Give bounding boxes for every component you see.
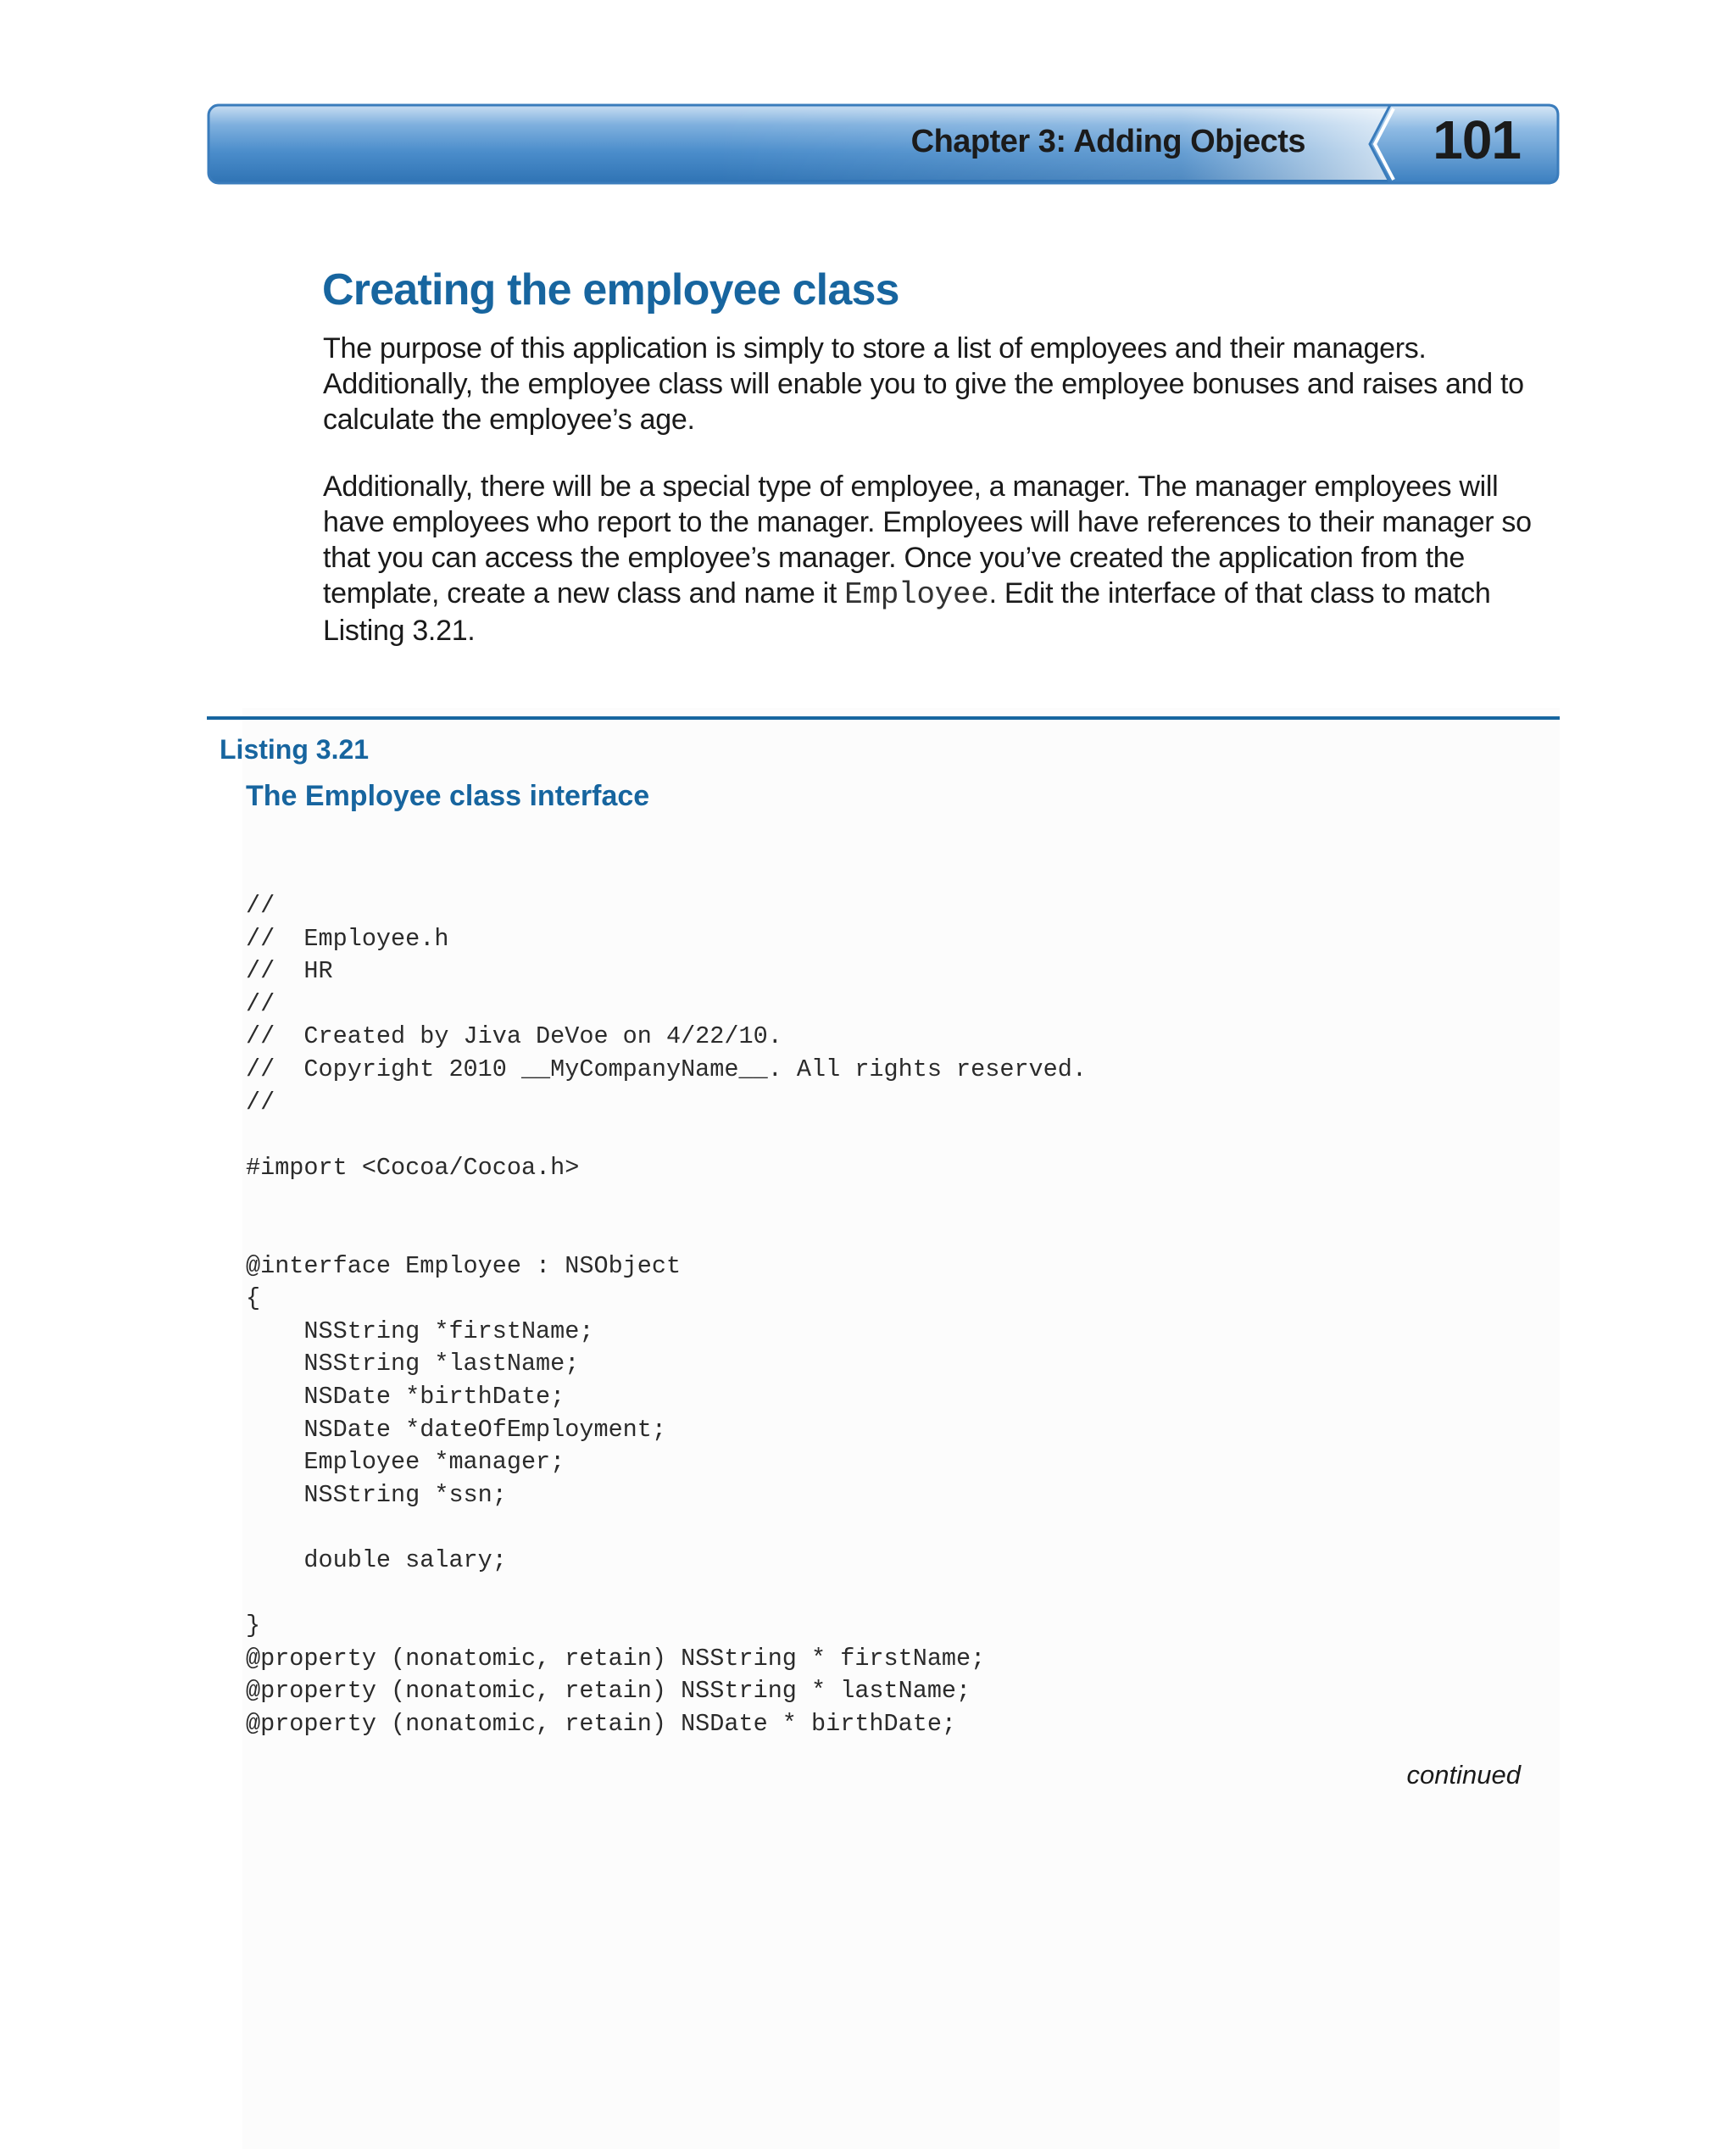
code-line: NSDate *dateOfEmployment; bbox=[246, 1415, 666, 1444]
code-line: @property (nonatomic, retain) NSString * lastName; bbox=[246, 1677, 971, 1706]
body-paragraph: The purpose of this application is simply to store a list of employees and their managers. Additionally, the employee class will enable you to give the employee bonuses and raises and to calculate the employee’s age. bbox=[323, 332, 1524, 436]
code-line: { bbox=[246, 1284, 261, 1313]
code-line: NSDate *birthDate; bbox=[246, 1382, 565, 1411]
code-line: // HR bbox=[246, 957, 333, 986]
code-line: // Employee.h bbox=[246, 924, 449, 953]
code-listing bbox=[246, 890, 1087, 1740]
listing-divider bbox=[207, 716, 1560, 720]
code-line: NSString *lastName; bbox=[246, 1350, 580, 1378]
code-line bbox=[246, 1512, 1087, 1545]
code-line: // Copyright 2010 __MyCompanyName__. All rights reserved. bbox=[246, 1055, 1087, 1083]
listing-caption: The Employee class interface bbox=[246, 780, 650, 812]
listing-label: Listing 3.21 bbox=[220, 734, 370, 765]
code-line: @property (nonatomic, retain) NSString * firstName; bbox=[246, 1644, 986, 1673]
code-line: @property (nonatomic, retain) NSDate * birthDate; bbox=[246, 1709, 957, 1738]
chapter-title: Chapter 3: Adding Objects bbox=[910, 124, 1305, 159]
code-line: @interface Employee : NSObject bbox=[246, 1251, 682, 1280]
code-line: NSString *ssn; bbox=[246, 1480, 507, 1509]
body-paragraph bbox=[323, 469, 1552, 649]
code-line: // bbox=[246, 1088, 275, 1116]
code-line bbox=[246, 1119, 1087, 1152]
code-line: // bbox=[246, 989, 275, 1018]
continued-note: continued bbox=[1406, 1760, 1521, 1790]
code-line: } bbox=[246, 1612, 261, 1640]
section-title: Creating the employee class bbox=[322, 265, 899, 315]
chapter-header-banner bbox=[207, 103, 1560, 185]
code-line: Employee *manager; bbox=[246, 1448, 565, 1477]
paragraph-text: . Edit the interface of that class to match Listing 3.21. bbox=[323, 577, 1491, 647]
code-line: // bbox=[246, 892, 275, 920]
code-line: // Created by Jiva DeVoe on 4/22/10. bbox=[246, 1022, 782, 1051]
paragraph-text: Additionally, there will be a special type of employee, a manager. The manager employees will have employees who report to the manager. Employees will have references to their manager so that you can access the employee’s manager. Once you’ve created the application from the template, create a new class and name it bbox=[323, 470, 1532, 610]
code-line bbox=[246, 1217, 1087, 1250]
code-line bbox=[246, 1184, 1087, 1217]
code-line: NSString *firstName; bbox=[246, 1317, 594, 1345]
code-line: double salary; bbox=[246, 1545, 507, 1574]
page-number: 101 bbox=[1433, 109, 1521, 170]
banner-graphic bbox=[207, 103, 1560, 185]
code-line: #import <Cocoa/Cocoa.h> bbox=[246, 1153, 580, 1182]
inline-code: Employee bbox=[844, 577, 989, 612]
code-line bbox=[246, 1577, 1087, 1610]
